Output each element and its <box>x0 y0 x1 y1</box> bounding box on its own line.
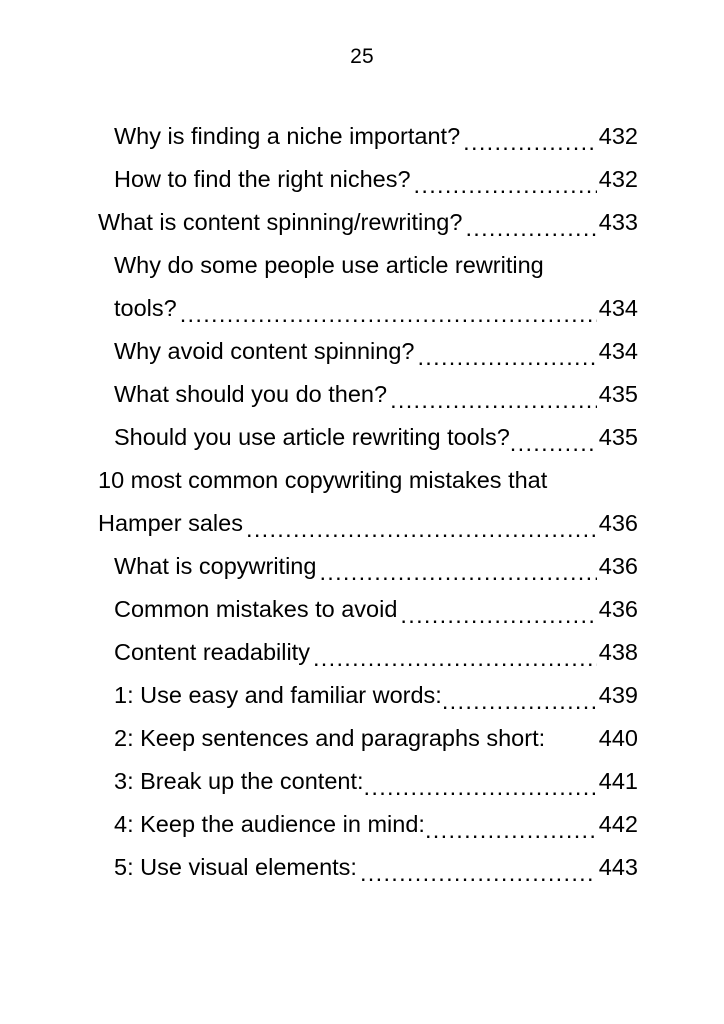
toc-leader-dots <box>400 604 596 628</box>
toc-entry-page: 443 <box>598 854 638 880</box>
toc-leader-dots <box>417 346 596 370</box>
toc-entry[interactable] <box>98 545 638 588</box>
toc-entry-page: 436 <box>598 510 638 536</box>
toc-leader-dots <box>319 561 596 585</box>
toc-entry-page: 432 <box>598 123 638 149</box>
toc-leader-dots <box>364 776 595 800</box>
toc-entry-title: Why avoid content spinning? <box>114 338 415 364</box>
toc-entry-page: 440 <box>598 725 638 751</box>
toc-entry-page: 439 <box>598 682 638 708</box>
toc-entry-title-line2: tools? <box>114 295 177 321</box>
toc-entry[interactable] <box>98 674 638 717</box>
toc-entry-page: 432 <box>598 166 638 192</box>
toc-entry-page: 435 <box>598 381 638 407</box>
toc-leader-dots <box>360 862 597 886</box>
toc-leader-dots <box>390 389 597 413</box>
toc-entry-title: 5: Use visual elements: <box>114 854 357 880</box>
toc-entry[interactable] <box>98 373 638 416</box>
toc-entry-page: 436 <box>598 553 638 579</box>
toc-entry-title: What is content spinning/rewriting? <box>98 209 463 235</box>
page-number: 25 <box>350 45 374 68</box>
toc-entry-page: 434 <box>598 295 638 321</box>
toc-leader-dots <box>180 303 597 327</box>
toc-entry-page: 441 <box>598 768 638 794</box>
toc-entry[interactable] <box>98 244 638 330</box>
toc-entry-title: What should you do then? <box>114 381 388 407</box>
toc-leader-dots <box>313 647 597 671</box>
toc-entry-title: 4: Keep the audience in mind: <box>114 811 425 837</box>
toc-entry[interactable] <box>98 459 638 545</box>
toc-leader-dots <box>465 217 596 241</box>
toc-entry-title: 3: Break up the content: <box>114 768 364 794</box>
toc-entry[interactable] <box>98 717 638 760</box>
toc-entry-title: Common mistakes to avoid <box>114 596 398 622</box>
toc-entry-title: What is copywriting <box>114 553 317 579</box>
toc-entry-title: How to find the right niches? <box>114 166 411 192</box>
toc-entry-page: 434 <box>598 338 638 364</box>
toc-entry[interactable] <box>98 201 638 244</box>
toc-entry-title: 1: Use easy and familiar words: <box>114 682 442 708</box>
toc-entry[interactable] <box>98 115 638 158</box>
toc-entry-page: 438 <box>598 639 638 665</box>
toc-leader-dots <box>442 690 595 714</box>
toc-leader-dots <box>425 819 595 843</box>
toc-entry[interactable] <box>98 330 638 373</box>
toc-entry-title-line2: Hamper sales <box>98 510 243 536</box>
toc-entry-page: 442 <box>598 811 638 837</box>
toc-entry-page: 433 <box>598 209 638 235</box>
toc-entry-title: Why is finding a niche important? <box>114 123 461 149</box>
toc-entry-title: Should you use article rewriting tools? <box>114 424 510 450</box>
toc-entry-title-line1: Why do some people use article rewriting <box>114 252 544 278</box>
toc-leader-dots <box>510 432 595 456</box>
table-of-contents <box>0 115 724 889</box>
toc-entry[interactable] <box>98 803 638 846</box>
toc-entry-title: 2: Keep sentences and paragraphs short: <box>114 725 546 751</box>
toc-entry-page: 435 <box>598 424 638 450</box>
toc-entry[interactable] <box>98 631 638 674</box>
toc-entry[interactable] <box>98 588 638 631</box>
toc-leader-dots <box>463 131 597 155</box>
toc-leader-dots <box>414 174 597 198</box>
toc-entry[interactable] <box>98 416 638 459</box>
toc-entry-title-line1: 10 most common copywriting mistakes that <box>98 467 548 493</box>
toc-entry[interactable] <box>98 158 638 201</box>
toc-entry-title: Content readability <box>114 639 310 665</box>
toc-entry-page: 436 <box>598 596 638 622</box>
toc-entry[interactable] <box>98 846 638 889</box>
toc-entry[interactable] <box>98 760 638 803</box>
toc-leader-dots <box>246 518 597 542</box>
